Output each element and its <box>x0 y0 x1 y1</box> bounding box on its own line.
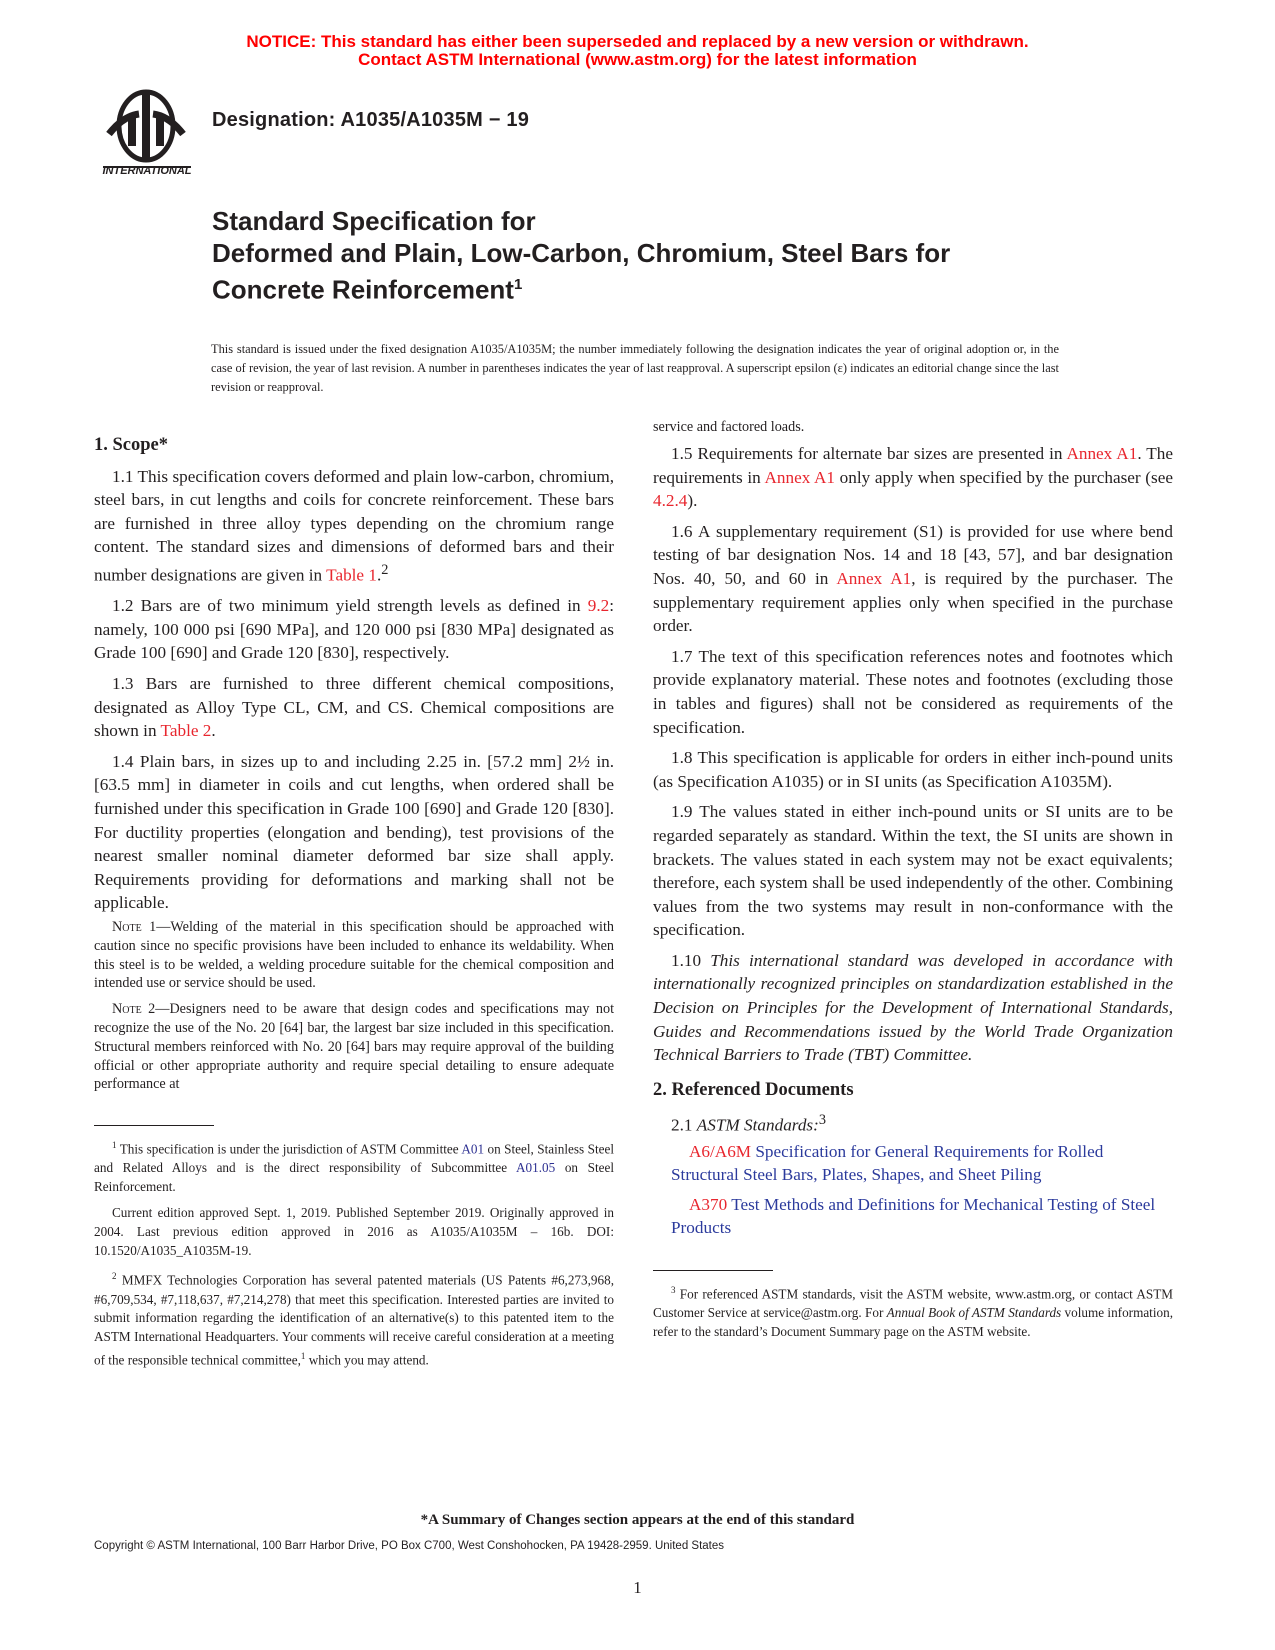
note-2: Note 2—Designers need to be aware that design codes and specifications may not recognize the use of the No. 20 [64] bar, the largest bar size included in this specification. Structural members reinforced with No. 20 [64] bars may require approval of the building official or other appropriate authority and require special detailing to ensure adequate performance at <box>94 1001 615 1093</box>
title-line-3-text: Concrete Reinforcement <box>212 274 514 305</box>
issuance-note: This standard is issued under the fixed designation A1035/A1035M; the number immediately following the designation indicates the year of original adoption or, in the case of revision, the year of last revision. A number in parentheses indicates the year of last reapproval. A superscript epsilon (ε) indicates an editorial change since the last revision or reapproval. <box>211 342 1059 394</box>
footnote-divider-right <box>653 1270 773 1271</box>
para-1-10: 1.10 This international standard was developed in accordance with internationally recognized principles on standardization established in the Decision on Principles for the Development of International Standards, Guides and Recommendations issued by the World Trade Organization Technical Barriers to Trade (TBT) Committee. <box>653 950 1174 1065</box>
footnote-3: $^3$ For referenced ASTM standards, visit the ASTM website, www.astm.org, or contact ASTM Customer Service at service@astm.org. For Annual Book of ASTM Standards volume information, refer to the standard’s Document Summary page on the ASTM website. <box>653 1284 1173 1339</box>
para-1-6: 1.6 A supplementary requirement (S1) is provided for use where bend testing of bar designation Nos. 14 and 18 [43, 57], and bar designation Nos. 40, 50, and 60 in Annex A1, is required by the purchaser. The supplementary requirement applies only when specified in the purchase order. <box>653 521 1173 636</box>
link-annex-a1[interactable]: Annex A1 <box>1066 444 1138 463</box>
para-1-1: 1.1 This specification covers deformed and plain low-carbon, chromium, steel bars, in cut lengths and coils for concrete reinforcement. These bars are furnished in three alloy types depending on the chromium range content. The standard sizes and dimensions of deformed bars and their number designations are given in Table 1.$^2$ <box>94 466 614 585</box>
note-2-continuation: service and factored loads. <box>653 419 805 435</box>
copyright: Copyright © ASTM International, 100 Barr Harbor Drive, PO Box C700, West Conshohocken, PA 19428-2959. United States <box>94 1540 725 1552</box>
para-1-2: 1.2 Bars are of two minimum yield strength levels as defined in 9.2: namely, 100 000 psi [690 MPa], and 120 000 psi [830 MPa] designated as Grade 100 [690] and Grade 120 [830], respectively. <box>94 596 614 663</box>
document-title <box>212 205 1112 306</box>
astm-standards-label: 2.1 ASTM Standards:$^3$ <box>671 1112 827 1136</box>
summary-of-changes-note: *A Summary of Changes section appears at the end of this standard <box>420 1512 855 1528</box>
para-1-5: 1.5 Requirements for alternate bar sizes are presented in Annex A1. The requirements in Annex A1 only apply when specified by the purchaser (see 4.2.4). <box>653 444 1173 511</box>
link-table-2[interactable]: Table 2 <box>160 721 212 741</box>
designation: Designation: A1035/A1035M − 19 <box>212 109 530 131</box>
left-column <box>94 434 614 1377</box>
notice-line-2: Contact ASTM International (www.astm.org) for the latest information <box>358 50 917 69</box>
footnote-divider <box>94 1125 214 1126</box>
para-1-4: 1.4 Plain bars, in sizes up to and including 2.25 in. [57.2 mm] 2½ in. [63.5 mm] in diameter in coils and cut lengths, when ordered shall be furnished under this specification in Grade 100 [690] and Grade 120 [830]. For ductility properties (elongation and bending), test provisions of the nearest smaller nominal diameter deformed bar size shall apply. Requirements providing for deformations and marking shall not be applicable. <box>94 751 614 913</box>
logo-text: INTERNATIONAL <box>102 165 192 176</box>
title-line-3 <box>212 269 1112 306</box>
title-line-1: Standard Specification for <box>212 206 536 236</box>
link-committee-a01[interactable]: A01 <box>461 1141 485 1157</box>
title-footnote-mark: 1 <box>513 276 523 293</box>
para-1-9: 1.9 The values stated in either inch-pound units or SI units are to be regarded separately as standard. Within the text, the SI units are shown in brackets. The values stated in each system may not be exact equivalents; therefore, each system shall be used independently of the other. Combining values from the two systems may result in non-conformance with the specification. <box>653 802 1173 940</box>
link-9-2[interactable]: 9.2 <box>587 596 610 616</box>
ref-a370[interactable]: A370 Test Methods and Definitions for Mechanical Testing of Steel Products <box>671 1194 1156 1237</box>
link-subcommittee-a01-05[interactable]: A01.05 <box>516 1160 556 1176</box>
footnote-1: $^1$ This specification is under the jurisdiction of ASTM Committee A01 on Steel, Stainless Steel and Related Alloys and is the direct responsibility of Subcommittee A01.05 on Steel Reinforcement. <box>94 1140 615 1195</box>
page-number: 1 <box>633 1578 642 1597</box>
footnote-ref-3[interactable]: 3 <box>818 1112 827 1129</box>
link-annex-a1-3[interactable]: Annex A1 <box>836 568 912 588</box>
para-1-7: 1.7 The text of this specification references notes and footnotes which provide explanatory material. These notes and footnotes (excluding those in tables and figures) shall not be considered as requirements of the specification. <box>653 646 1173 737</box>
link-4-2-4[interactable]: 4.2.4 <box>653 491 688 511</box>
withdrawal-notice <box>0 33 1275 69</box>
scope-heading: 1. Scope* <box>94 435 168 455</box>
ref-a6[interactable]: A6/A6M Specification for General Requirements for Rolled Structural Steel Bars, Plates, Shapes, and Sheet Piling <box>671 1141 1104 1184</box>
astm-logo-icon <box>95 86 197 176</box>
referenced-documents-heading: 2. Referenced Documents <box>653 1079 854 1100</box>
link-annex-a1-2[interactable]: Annex A1 <box>764 467 836 487</box>
para-1-3: 1.3 Bars are furnished to three different chemical compositions, designated as Alloy Type CL, CM, and CS. Chemical compositions are shown in Table 2. <box>94 674 614 741</box>
footnote-2: $^2$ MMFX Technologies Corporation has several patented materials (US Patents #6,273,968, #6,709,534, #7,118,637, #7,214,278) that meet this specification. Interested parties are invited to submit information regarding the identification of an alternative(s) to this patented item to the ASTM International Headquarters. Your comments will receive careful consideration at a meeting of the responsible technical committee,$^1$ which you may attend. <box>94 1271 614 1368</box>
link-table-1[interactable]: Table 1 <box>326 565 377 585</box>
right-column <box>653 418 1173 1349</box>
title-line-2: Deformed and Plain, Low-Carbon, Chromium, Steel Bars for <box>212 238 951 268</box>
footnote-ref-2[interactable]: 2 <box>381 561 389 578</box>
footnote-edition: Current edition approved Sept. 1, 2019. Published September 2019. Originally approved in 2004. Last previous edition approved in 2016 as A1035/A1035M – 16b. DOI: 10.1520/A1035_A1035M-19. <box>94 1204 614 1258</box>
notice-line-1: NOTICE: This standard has either been superseded and replaced by a new version or withdrawn. <box>246 32 1029 51</box>
note-1: Note 1—Welding of the material in this specification should be approached with caution since no specific provisions have been included to enhance its weldability. When this steel is to be welded, a welding procedure suitable for the chemical composition and intended use or service should be used. <box>94 919 614 992</box>
para-1-8: 1.8 This specification is applicable for orders in either inch-pound units (as Specification A1035) or in SI units (as Specification A1035M). <box>653 748 1173 791</box>
